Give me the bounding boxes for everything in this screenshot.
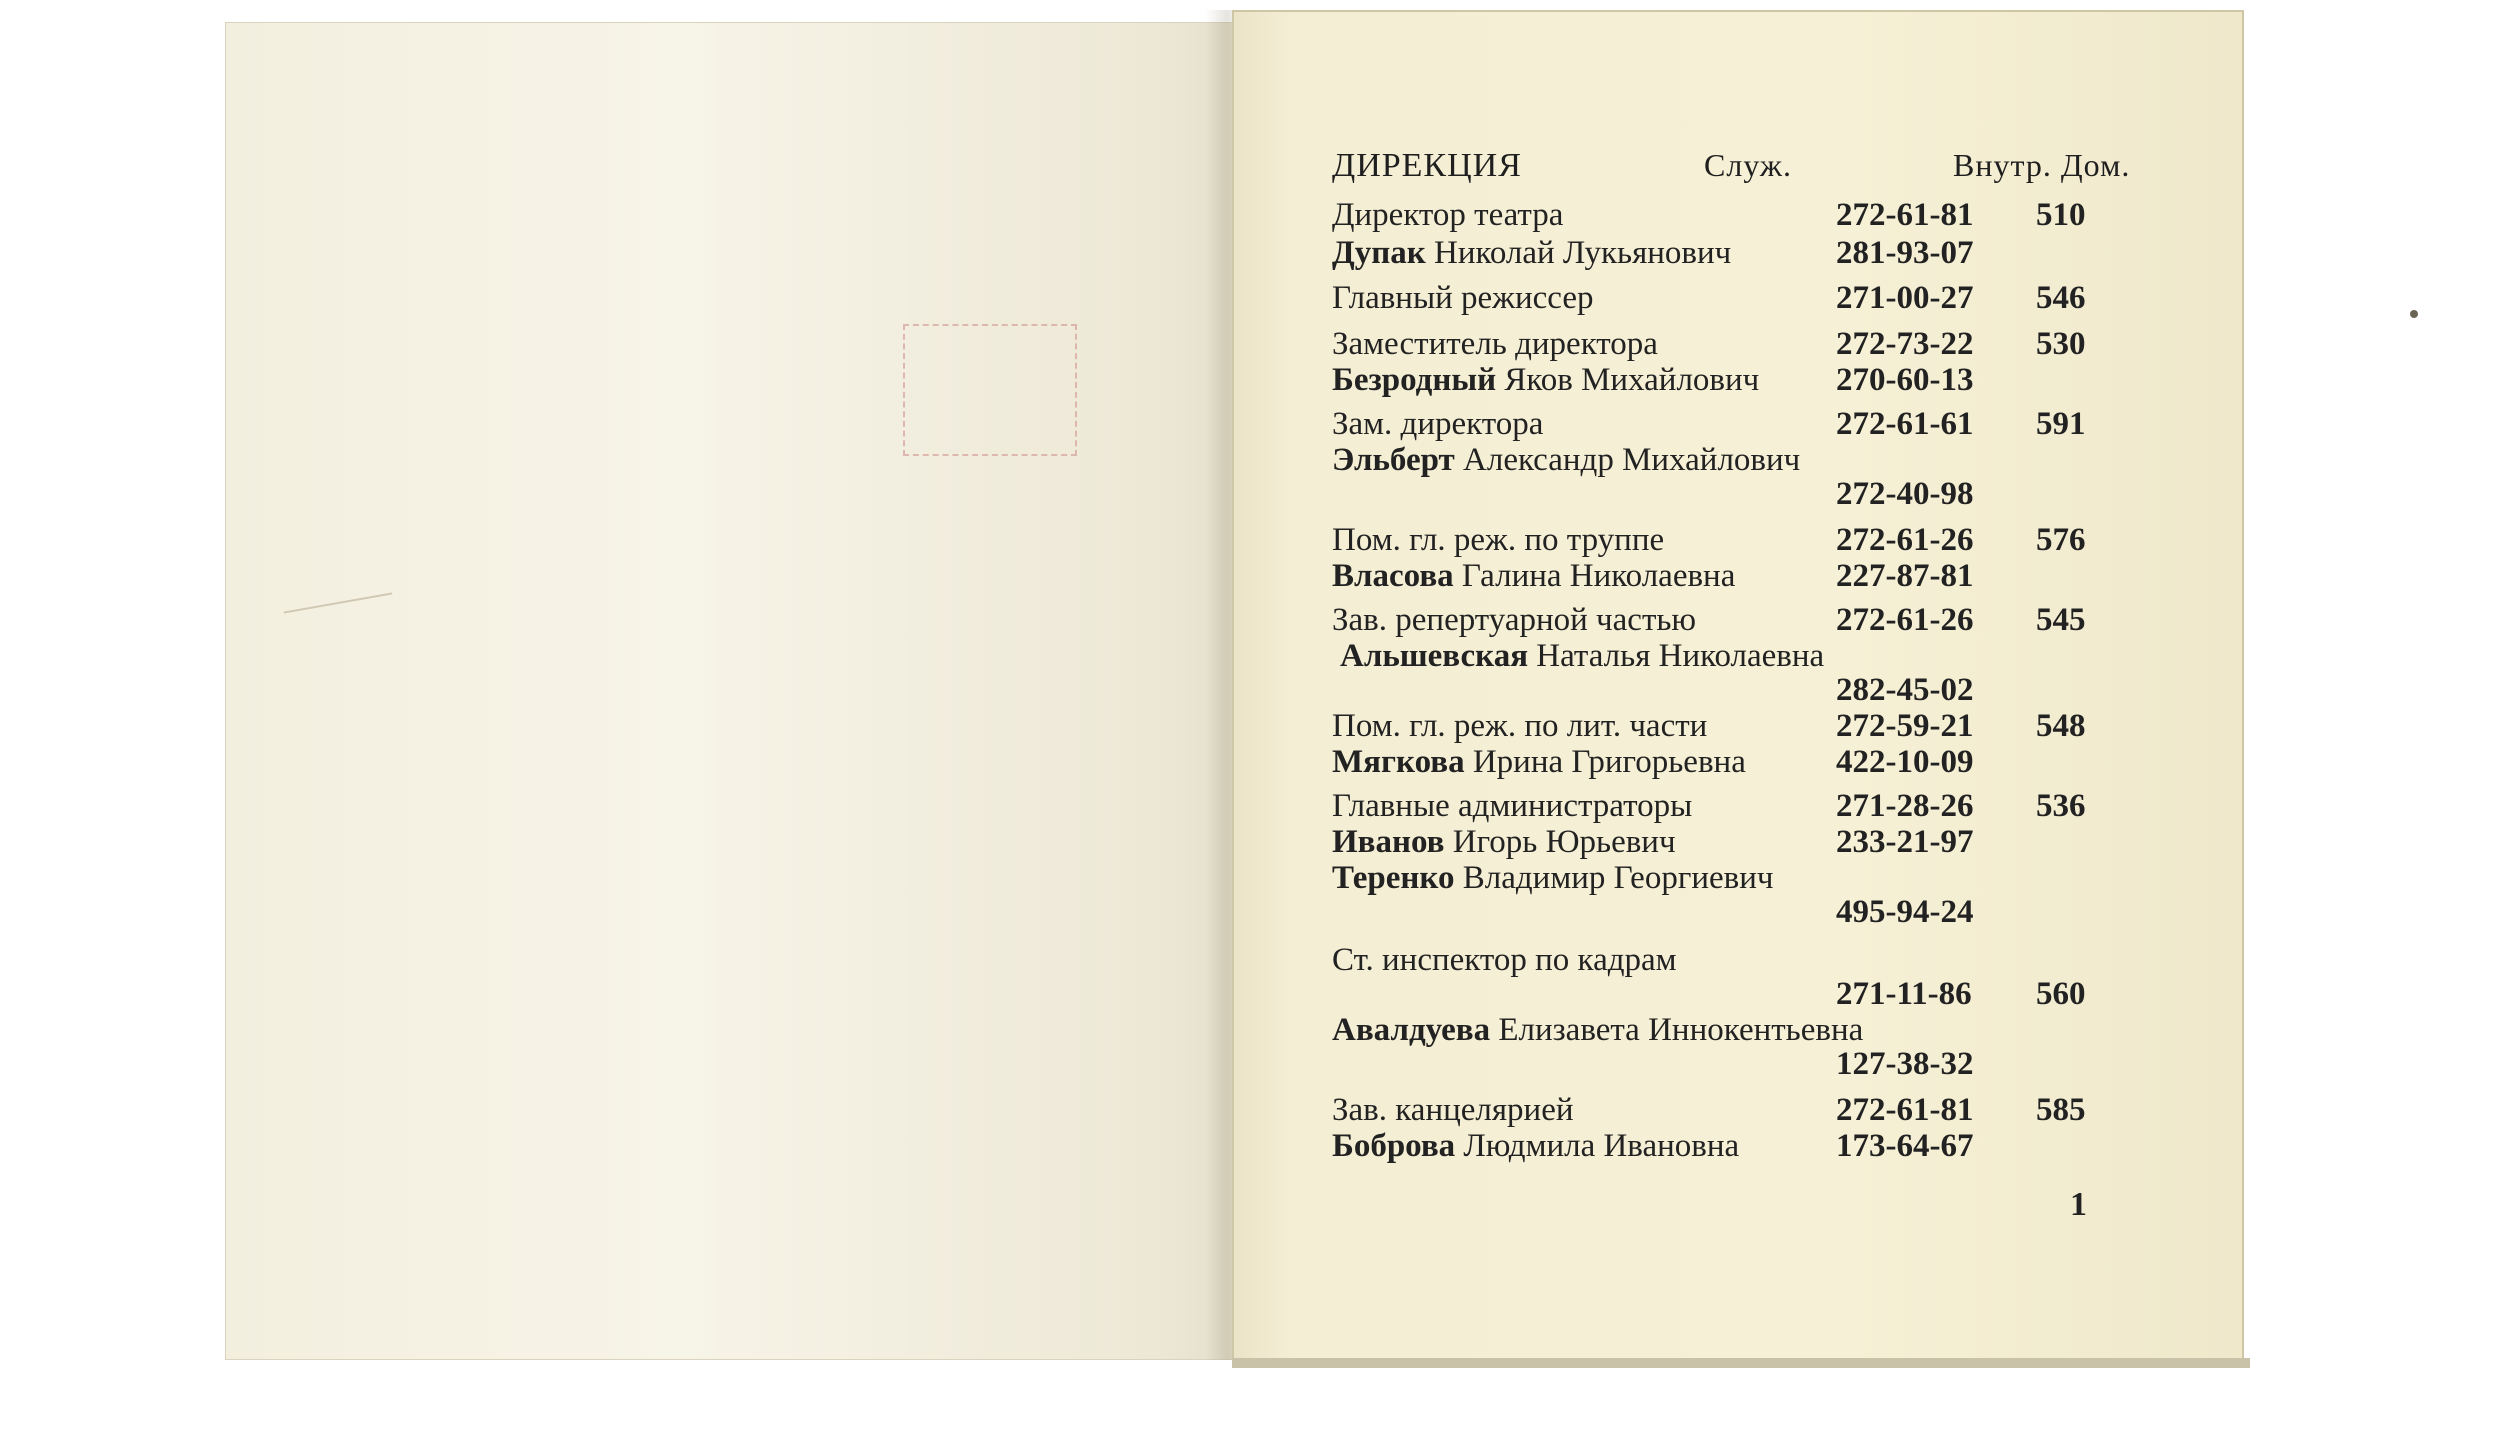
given-names: Владимир Георгиевич: [1454, 860, 1774, 896]
internal-ext: 585: [2036, 1092, 2086, 1128]
home-phone: 173-64-67: [1836, 1128, 1974, 1164]
directory-content: [1232, 10, 2244, 1360]
position-label: Зам. директора: [1332, 406, 1544, 442]
directory-header: [1332, 147, 2152, 187]
directory-row: [1332, 1046, 2152, 1086]
given-names: Игорь Юрьевич: [1444, 824, 1676, 860]
directory-row: [1332, 197, 2152, 237]
person-name: [1332, 362, 1759, 399]
surname: Авалдуева: [1332, 1012, 1491, 1048]
person-name: [1332, 235, 1731, 272]
faded-stamp: [903, 324, 1077, 456]
column-internal-home: Внутр. Дом.: [1953, 147, 2131, 183]
directory-row: [1332, 362, 2152, 402]
surname: Боброва: [1332, 1128, 1456, 1164]
directory-row: [1332, 672, 2152, 712]
person-name: [1332, 824, 1676, 861]
given-names: Яков Михайлович: [1496, 362, 1760, 398]
given-names: Елизавета Иннокентьевна: [1490, 1012, 1864, 1048]
surname: Дупак: [1332, 235, 1426, 271]
internal-ext: 591: [2036, 406, 2086, 442]
directory-row: [1332, 744, 2152, 784]
person-name: [1332, 558, 1735, 595]
column-work: Служ.: [1704, 147, 1792, 183]
directory-row: [1332, 976, 2152, 1016]
directory-row: [1332, 235, 2152, 275]
work-phone: 272-73-22: [1836, 326, 1974, 362]
left-page: [225, 22, 1235, 1360]
directory-row: [1332, 708, 2152, 748]
directory-row: [1332, 558, 2152, 598]
surname: Иванов: [1332, 824, 1445, 860]
directory-row: [1332, 788, 2152, 828]
internal-ext: 530: [2036, 326, 2086, 362]
given-names: Людмила Ивановна: [1455, 1128, 1740, 1164]
internal-ext: 560: [2036, 976, 2086, 1012]
surname: Безродный: [1332, 362, 1497, 398]
work-phone: 271-11-86: [1836, 976, 1972, 1012]
position-label: Главный режиссер: [1332, 280, 1594, 316]
home-phone: 127-38-32: [1836, 1046, 1974, 1082]
directory-row: [1332, 602, 2152, 642]
directory-row: [1332, 280, 2152, 320]
surname: Эльберт: [1332, 442, 1455, 478]
directory-row: [1332, 894, 2152, 934]
position-label: Пом. гл. реж. по лит. части: [1332, 708, 1708, 744]
surname: Альшевская: [1340, 638, 1529, 674]
home-phone: 233-21-97: [1836, 824, 1974, 860]
internal-ext: 536: [2036, 788, 2086, 824]
work-phone: 271-00-27: [1836, 280, 1974, 316]
person-name: [1332, 442, 1800, 479]
surname: Власова: [1332, 558, 1454, 594]
given-names: Ирина Григорьевна: [1464, 744, 1746, 780]
home-phone: 227-87-81: [1836, 558, 1974, 594]
internal-ext: 545: [2036, 602, 2086, 638]
position-label: Заместитель директора: [1332, 326, 1658, 362]
person-name: [1332, 1012, 1863, 1049]
scan-speck: [2410, 310, 2418, 318]
given-names: Наталья Николаевна: [1528, 638, 1825, 674]
directory-row: [1332, 522, 2152, 562]
pencil-mark: [284, 592, 393, 613]
internal-ext: 576: [2036, 522, 2086, 558]
home-phone: 422-10-09: [1836, 744, 1974, 780]
work-phone: 272-61-61: [1836, 406, 1974, 442]
work-phone: 271-28-26: [1836, 788, 1974, 824]
position-label: Зав. репертуарной частью: [1332, 602, 1697, 638]
given-names: Галина Николаевна: [1453, 558, 1736, 594]
home-phone: 282-45-02: [1836, 672, 1974, 708]
directory-row: [1332, 406, 2152, 446]
person-name: [1332, 1128, 1739, 1165]
person-name: [1332, 744, 1746, 781]
work-phone: 272-61-26: [1836, 522, 1974, 558]
person-name: [1332, 860, 1774, 897]
surname: Теренко: [1332, 860, 1455, 896]
section-title: ДИРЕКЦИЯ: [1332, 147, 1522, 184]
page-number: 1: [2070, 1186, 2087, 1223]
home-phone: 281-93-07: [1836, 235, 1974, 271]
work-phone: 272-61-81: [1836, 1092, 1974, 1128]
surname: Мягкова: [1332, 744, 1465, 780]
home-phone: 495-94-24: [1836, 894, 1974, 930]
home-phone: 272-40-98: [1836, 476, 1974, 512]
directory-row: [1332, 326, 2152, 366]
given-names: Николай Лукьянович: [1425, 235, 1732, 271]
position-label: Пом. гл. реж. по труппе: [1332, 522, 1665, 558]
position-label: Главные администраторы: [1332, 788, 1693, 824]
position-label: Директор театра: [1332, 197, 1564, 233]
given-names: Александр Михайлович: [1454, 442, 1801, 478]
internal-ext: 546: [2036, 280, 2086, 316]
work-phone: 272-61-26: [1836, 602, 1974, 638]
internal-ext: 548: [2036, 708, 2086, 744]
work-phone: 272-59-21: [1836, 708, 1974, 744]
directory-row: [1332, 476, 2152, 516]
person-name: [1340, 638, 1824, 675]
directory-row: [1332, 824, 2152, 864]
internal-ext: 510: [2036, 197, 2086, 233]
position-label: Ст. инспектор по кадрам: [1332, 942, 1677, 978]
directory-row: [1332, 1092, 2152, 1132]
home-phone: 270-60-13: [1836, 362, 1974, 398]
work-phone: 272-61-81: [1836, 197, 1974, 233]
position-label: Зав. канцелярией: [1332, 1092, 1574, 1128]
directory-row: [1332, 1128, 2152, 1168]
right-page: [1232, 10, 2244, 1360]
